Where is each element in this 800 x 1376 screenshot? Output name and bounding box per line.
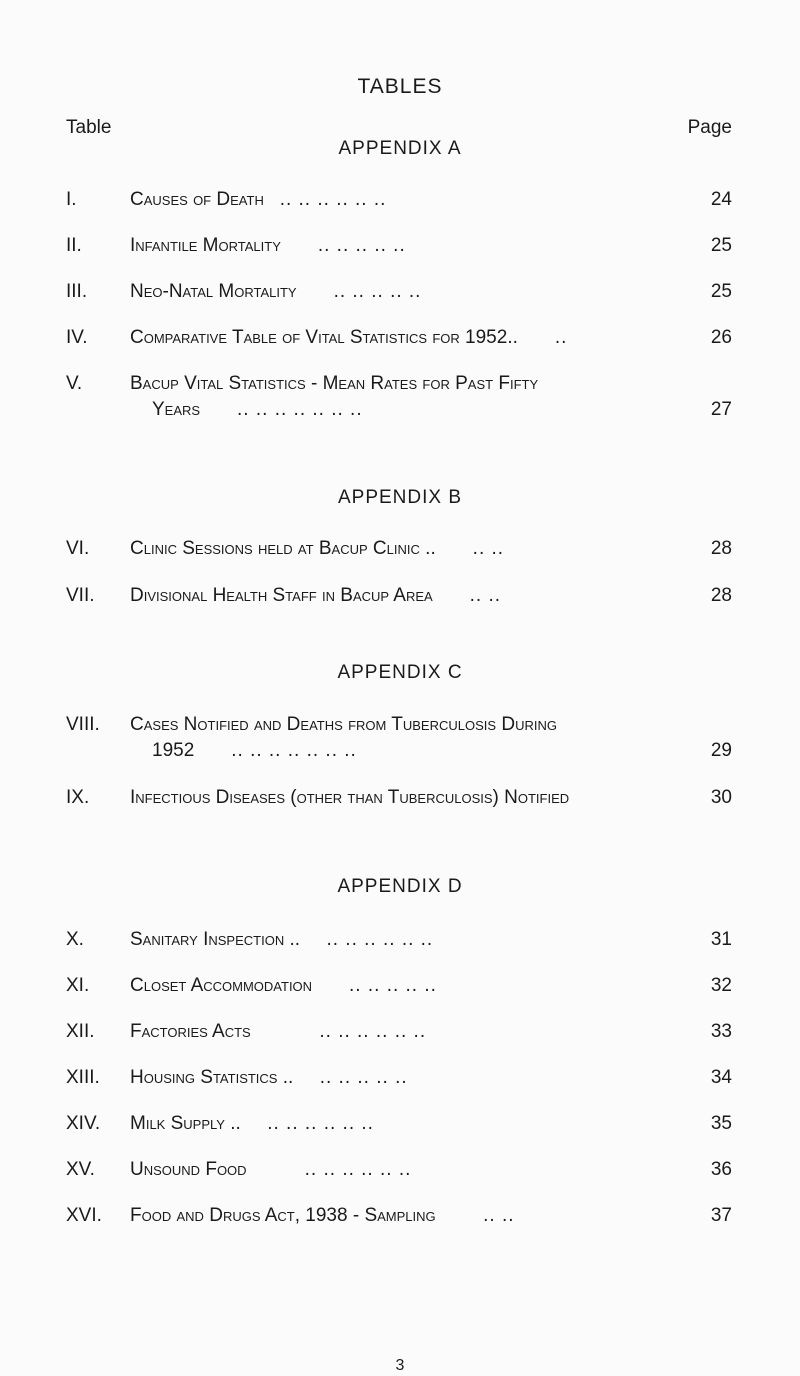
- page-column-header: Page: [687, 117, 732, 138]
- page-number: 31: [710, 929, 732, 950]
- entry-title: Divisional Health Staff in Bacup Area: [130, 585, 433, 606]
- entry-title: Milk Supply ..: [130, 1113, 241, 1134]
- page-number: 26: [710, 327, 732, 348]
- leader-dots: .. .. .. .. ..: [333, 281, 422, 302]
- page-number: 28: [710, 538, 732, 559]
- page-number: 35: [710, 1113, 732, 1134]
- entry-title: Closet Accommodation: [130, 975, 313, 996]
- appendix-heading: APPENDIX C: [337, 662, 463, 683]
- leader-dots: .. .. .. .. ..: [319, 1067, 408, 1088]
- entry-title: Bacup Vital Statistics - Mean Rates for Past Fifty: [130, 373, 539, 394]
- leader-dots: .. .. .. .. .. ..: [279, 189, 387, 210]
- table-entry: [130, 189, 685, 211]
- table-entry: [130, 975, 685, 997]
- appendix-heading: APPENDIX B: [337, 487, 463, 508]
- table-entry: [130, 1205, 685, 1227]
- leader-dots: .. ..: [469, 585, 502, 606]
- table-number: II.: [66, 235, 82, 256]
- table-entry: [130, 929, 685, 951]
- leader-dots: .. .. .. .. .. ..: [267, 1113, 374, 1134]
- table-entry: [130, 538, 685, 560]
- table-number: IV.: [66, 327, 88, 348]
- table-number: XIV.: [66, 1113, 101, 1134]
- leader-dots: .. .. .. .. .. ..: [326, 929, 434, 950]
- table-number: XVI.: [66, 1205, 102, 1226]
- table-number: XII.: [66, 1021, 95, 1042]
- entry-title: Infectious Diseases (other than Tuberculosis) Notified: [130, 787, 570, 808]
- leader-dots: .. ..: [472, 538, 505, 559]
- leader-dots: .. ..: [483, 1205, 515, 1226]
- entry-title: Factories Acts: [130, 1021, 251, 1042]
- page-number: 24: [710, 189, 732, 210]
- table-number: VII.: [66, 585, 95, 606]
- table-number: XI.: [66, 975, 90, 996]
- entry-title-continued: Years: [152, 399, 201, 420]
- table-number: I.: [66, 189, 77, 210]
- page-number: 37: [710, 1205, 732, 1226]
- page-number: 30: [710, 787, 732, 808]
- page-number: 25: [710, 281, 732, 302]
- table-entry: [130, 1113, 685, 1135]
- table-column-header: Table: [66, 117, 112, 138]
- page-number: 36: [710, 1159, 732, 1180]
- appendix-heading: APPENDIX A: [338, 138, 462, 159]
- entry-title: Comparative Table of Vital Statistics for 1952..: [130, 327, 518, 348]
- leader-dots: .. .. .. .. .. .. ..: [231, 740, 357, 761]
- table-entry: [130, 787, 690, 809]
- table-number: VIII.: [66, 714, 100, 735]
- page-number: 25: [710, 235, 732, 256]
- leader-dots: .. .. .. .. ..: [349, 975, 437, 996]
- table-number: IX.: [66, 787, 90, 808]
- page-number: 29: [710, 740, 732, 761]
- table-entry: [130, 1021, 685, 1043]
- leader-dots: .. .. .. .. ..: [317, 235, 406, 256]
- page-folio: 3: [395, 1357, 405, 1374]
- table-number: XIII.: [66, 1067, 100, 1088]
- table-number: XV.: [66, 1159, 95, 1180]
- page-number: 33: [710, 1021, 732, 1042]
- leader-dots: .. .. .. .. .. ..: [304, 1159, 412, 1180]
- table-number: V.: [66, 373, 83, 394]
- page-number: 34: [710, 1067, 732, 1088]
- leader-dots: ..: [554, 327, 568, 348]
- appendix-heading: APPENDIX D: [337, 876, 463, 897]
- entry-title: Causes of Death: [130, 189, 264, 210]
- entry-title-continued: 1952: [152, 740, 195, 761]
- table-entry: [130, 1159, 685, 1181]
- entry-title: Neo-Natal Mortality: [130, 281, 297, 302]
- table-entry: [152, 399, 685, 421]
- table-entry: [130, 585, 685, 607]
- entry-title: Housing Statistics ..: [130, 1067, 294, 1088]
- entry-title: Clinic Sessions held at Bacup Clinic ..: [130, 538, 436, 559]
- page-number: 28: [710, 585, 732, 606]
- entry-title: Infantile Mortality: [130, 235, 281, 256]
- page-title: TABLES: [357, 75, 443, 98]
- entry-title: Sanitary Inspection ..: [130, 929, 301, 950]
- entry-title: Food and Drugs Act, 1938 - Sampling: [130, 1205, 436, 1226]
- page-number: 32: [710, 975, 732, 996]
- table-entry: [130, 327, 685, 349]
- table-number: VI.: [66, 538, 90, 559]
- table-entry: [130, 1067, 685, 1089]
- table-entry: [152, 740, 685, 762]
- leader-dots: .. .. .. .. .. ..: [319, 1021, 427, 1042]
- table-number: III.: [66, 281, 88, 302]
- table-entry: [130, 235, 685, 257]
- entry-title: Cases Notified and Deaths from Tuberculosis During: [130, 714, 557, 735]
- table-entry: [130, 281, 685, 303]
- entry-title: Unsound Food: [130, 1159, 247, 1180]
- page-number: 27: [710, 399, 732, 420]
- table-number: X.: [66, 929, 84, 950]
- leader-dots: .. .. .. .. .. .. ..: [237, 399, 363, 420]
